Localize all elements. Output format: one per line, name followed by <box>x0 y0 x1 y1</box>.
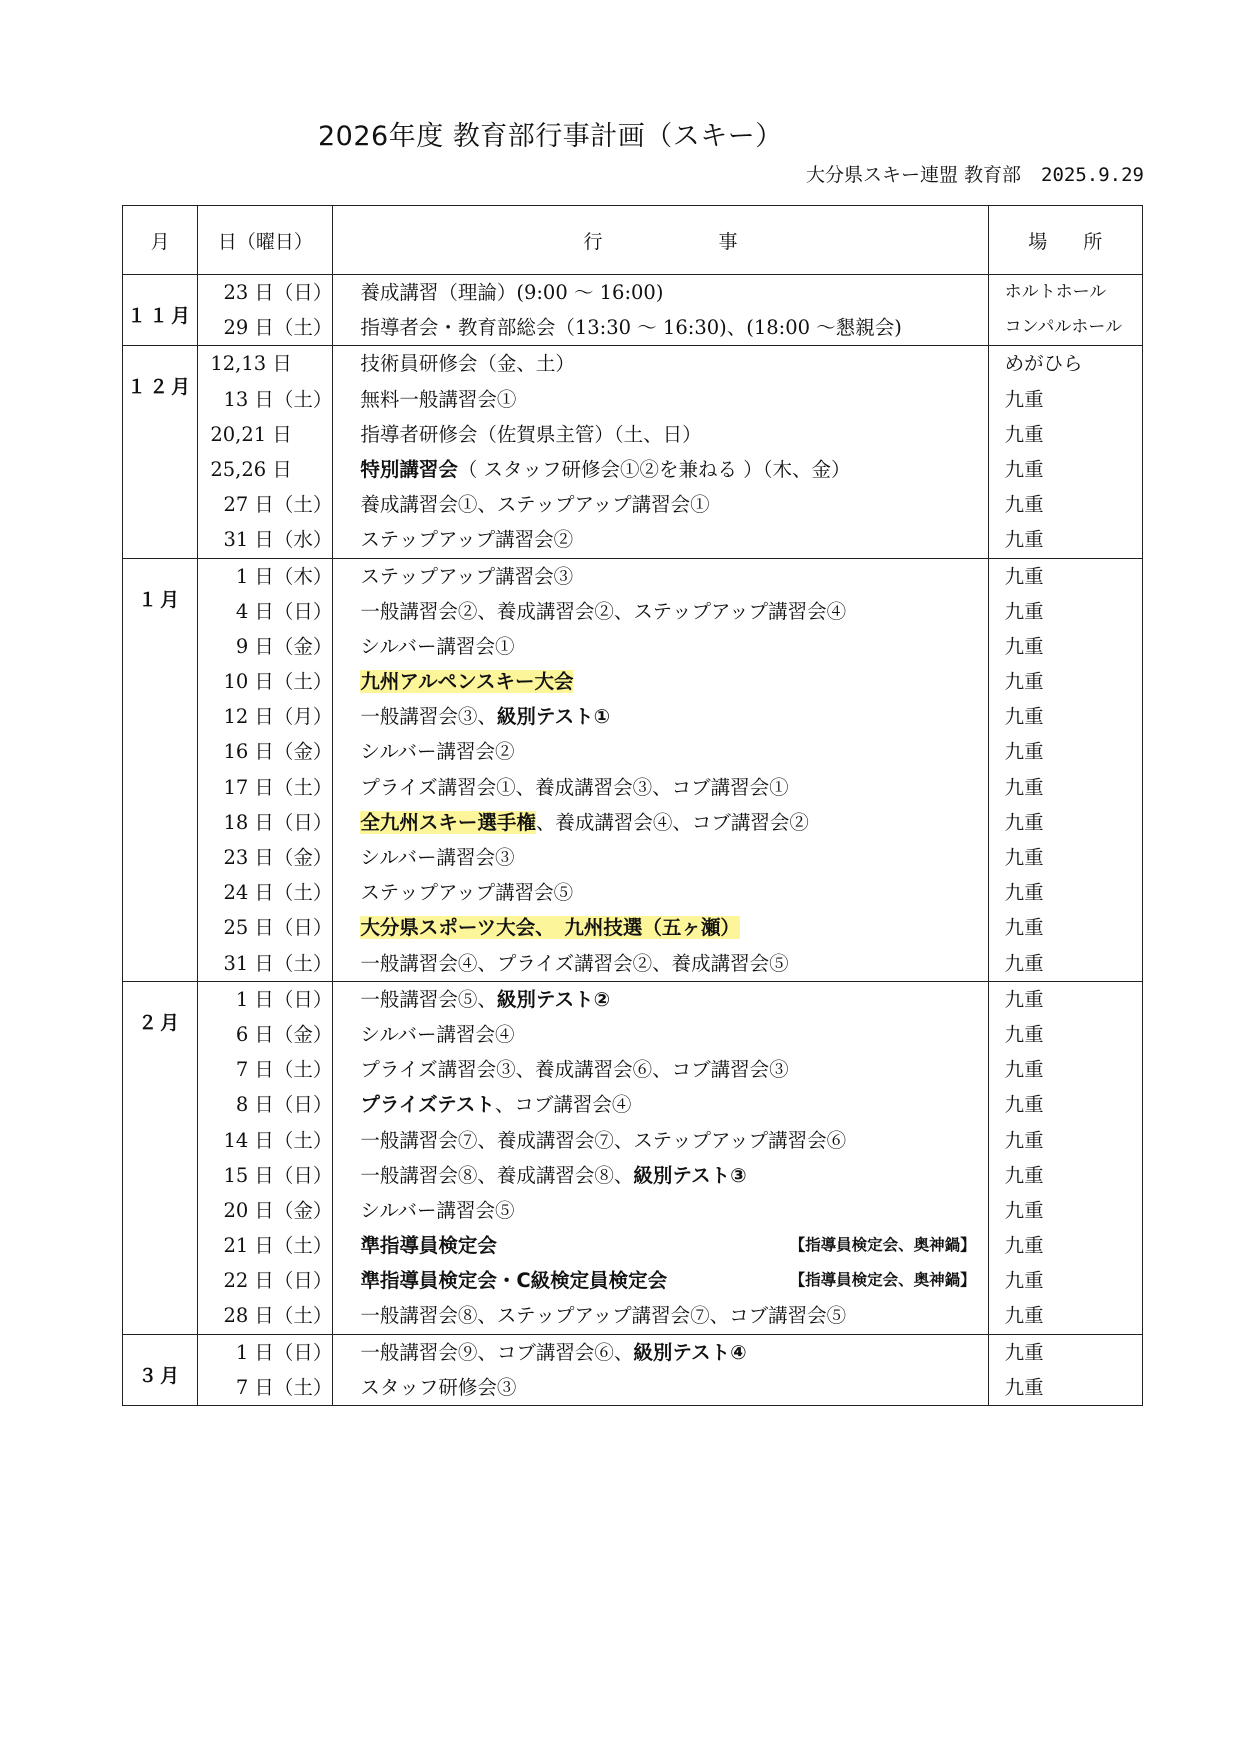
place-entry: 九重 <box>1004 1128 1044 1152</box>
day-of-week: 日（日） <box>254 281 333 304</box>
day-entry <box>198 452 332 487</box>
day-of-week: 日（金） <box>254 634 333 658</box>
day-of-week: 日（土） <box>254 1128 333 1152</box>
event-column <box>333 346 988 558</box>
org-line <box>806 160 1144 187</box>
day-of-week: 日（日） <box>254 599 333 623</box>
event-column <box>333 1334 988 1405</box>
day-entry <box>198 559 332 594</box>
day-number: 12,13 日 <box>210 352 292 376</box>
day-of-week: 日（水） <box>254 528 333 552</box>
event-entry <box>333 1335 987 1370</box>
day-number: 7 <box>235 1058 249 1082</box>
day-entry <box>198 805 332 840</box>
day-entry <box>198 1298 332 1333</box>
place-column <box>988 275 1142 346</box>
place-entry: 九重 <box>1004 528 1044 552</box>
place-entry: 九重 <box>1004 1093 1044 1117</box>
day-entry <box>198 382 332 417</box>
place-entry: 九重 <box>1004 810 1044 834</box>
event-text-bold: 準指導員検定会・C級検定員検定会 <box>360 1269 668 1293</box>
day-number: 8 <box>235 1093 249 1117</box>
day-entry <box>198 1123 332 1158</box>
day-number: 1 <box>235 564 249 588</box>
place-entry: 九重 <box>1004 951 1044 975</box>
day-of-week: 日（土） <box>254 1304 333 1328</box>
place-entry: 九重 <box>1004 705 1044 729</box>
event-text: 指導者研修会（佐賀県主管）（土、日） <box>360 422 702 446</box>
event-entry <box>333 417 987 452</box>
day-entry <box>198 982 332 1017</box>
day-entry <box>198 594 332 629</box>
event-text-highlighted: 九州アルペンスキー大会 <box>360 670 574 694</box>
event-entry <box>333 1228 987 1263</box>
event-entry <box>333 664 987 699</box>
event-text: シルバー講習会③ <box>360 846 515 869</box>
document-date: 2025.9.29 <box>1041 164 1144 186</box>
day-of-week: 日（金） <box>254 1022 333 1046</box>
day-of-week: 日（日） <box>254 1269 333 1293</box>
place-entry: 九重 <box>1004 987 1044 1011</box>
day-number: 9 <box>235 634 249 658</box>
event-entry <box>333 805 987 840</box>
event-entry <box>333 875 987 910</box>
day-entry <box>198 1052 332 1087</box>
event-entry <box>333 946 987 981</box>
event-text-bold: 級別テスト① <box>496 705 611 729</box>
place-entry: めがひら <box>1004 352 1083 376</box>
event-entry <box>333 346 987 381</box>
day-number: 31 <box>223 528 249 552</box>
place-entry: 九重 <box>1004 881 1044 905</box>
header-month: 月 <box>123 206 198 275</box>
event-text: プライズ講習会①、養成講習会③、コブ講習会① <box>360 775 789 799</box>
day-number: 1 <box>235 1340 249 1364</box>
event-entry <box>333 559 987 594</box>
event-text: 、コブ講習会④ <box>494 1093 632 1117</box>
header-event-a: 行 <box>583 230 603 253</box>
header-row <box>123 206 1143 275</box>
event-entry <box>333 1263 987 1298</box>
place-entry: 九重 <box>1004 1163 1044 1187</box>
day-column <box>198 1334 333 1405</box>
schedule-body <box>123 275 1143 1406</box>
day-number: 16 <box>223 740 249 764</box>
event-text-highlighted: 全九州スキー選手権 <box>360 810 536 834</box>
event-entry <box>333 452 987 487</box>
day-entry <box>198 1228 332 1263</box>
day-entry <box>198 1335 332 1370</box>
place-entry: 九重 <box>1004 846 1044 869</box>
place-column <box>988 346 1142 558</box>
event-text-bold: 級別テスト④ <box>633 1340 747 1364</box>
event-entry <box>333 1193 987 1228</box>
place-entry: 九重 <box>1004 1304 1044 1328</box>
event-entry <box>333 382 987 417</box>
day-entry <box>198 946 332 981</box>
day-entry <box>198 487 332 522</box>
header-place-b: 所 <box>1083 230 1103 253</box>
day-of-week: 日（金） <box>254 740 333 764</box>
place-entry: 九重 <box>1004 916 1044 940</box>
event-text: ステップアップ講習会③ <box>360 564 574 588</box>
day-number: 15 <box>223 1163 249 1187</box>
day-number: 6 <box>235 1022 249 1046</box>
month-group <box>123 1334 1143 1405</box>
day-of-week: 日（日） <box>254 1163 333 1187</box>
event-entry <box>333 770 987 805</box>
event-entry <box>333 629 987 664</box>
event-entry <box>333 1158 987 1193</box>
day-number: 27 <box>223 493 249 517</box>
day-entry <box>198 275 332 310</box>
day-entry <box>198 840 332 875</box>
place-entry: 九重 <box>1004 387 1044 411</box>
place-column <box>988 981 1142 1334</box>
day-number: 20 <box>223 1198 249 1222</box>
month-label: １１月 <box>123 275 198 346</box>
place-entry: 九重 <box>1004 1340 1044 1364</box>
day-of-week: 日（土） <box>254 1375 333 1399</box>
event-note: 【指導員検定会、奥神鍋】 <box>789 1271 976 1290</box>
day-entry <box>198 1017 332 1052</box>
place-entry: 九重 <box>1004 599 1044 623</box>
schedule-table <box>122 205 1143 1406</box>
day-number: 12 <box>223 705 249 729</box>
day-number: 4 <box>235 599 249 623</box>
day-of-week: 日（金） <box>254 846 333 869</box>
event-entry <box>333 487 987 522</box>
organization-name: 大分県スキー連盟 教育部 <box>806 164 1022 186</box>
day-entry <box>198 346 332 381</box>
event-text: シルバー講習会④ <box>360 1022 515 1046</box>
day-of-week: 日（土） <box>254 493 333 517</box>
day-of-week: 日（月） <box>254 705 333 729</box>
place-entry: 九重 <box>1004 1058 1044 1082</box>
day-column <box>198 275 333 346</box>
place-entry: 九重 <box>1004 1198 1044 1222</box>
event-entry <box>333 522 987 557</box>
day-entry <box>198 417 332 452</box>
event-entry <box>333 310 987 345</box>
event-entry <box>333 982 987 1017</box>
day-entry <box>198 699 332 734</box>
month-label: １月 <box>123 558 198 981</box>
event-entry <box>333 594 987 629</box>
month-group <box>123 346 1143 558</box>
day-number: 13 <box>223 387 249 411</box>
event-note: 【指導員検定会、奥神鍋】 <box>789 1236 976 1255</box>
event-entry <box>333 699 987 734</box>
event-entry <box>333 1123 987 1158</box>
day-entry <box>198 1193 332 1228</box>
day-entry <box>198 1087 332 1122</box>
day-entry <box>198 310 332 345</box>
event-text: 指導者会・教育部総会（13:30 〜 16:30)、(18:00 〜懇親会) <box>360 316 902 340</box>
month-label: １２月 <box>123 346 198 558</box>
day-number: 23 <box>223 846 249 869</box>
day-of-week: 日（土） <box>254 775 333 799</box>
day-of-week: 日（土） <box>254 1234 333 1258</box>
header-event-b: 事 <box>718 230 738 253</box>
event-text-bold: プライズテスト <box>360 1093 495 1117</box>
month-group <box>123 981 1143 1334</box>
place-entry: 九重 <box>1004 740 1044 764</box>
event-text: 一般講習会④、プライズ講習会②、養成講習会⑤ <box>360 951 789 975</box>
place-entry: 九重 <box>1004 670 1044 694</box>
day-entry <box>198 770 332 805</box>
event-text-highlighted: 大分県スポーツ大会、 九州技選（五ヶ瀬） <box>360 916 740 940</box>
header-day: 日（曜日） <box>198 206 333 275</box>
place-entry: コンパルホール <box>1004 317 1123 338</box>
day-entry <box>198 875 332 910</box>
event-text-bold: 級別テスト② <box>496 987 611 1011</box>
day-number: 20,21 日 <box>210 422 292 446</box>
day-of-week: 日（日） <box>254 916 333 940</box>
day-number: 18 <box>223 810 249 834</box>
day-number: 10 <box>223 670 249 694</box>
place-entry: 九重 <box>1004 1375 1044 1399</box>
header-place-a: 場 <box>1028 230 1048 253</box>
day-entry <box>198 734 332 769</box>
place-column <box>988 558 1142 981</box>
day-of-week: 日（土） <box>254 881 333 905</box>
event-entry <box>333 734 987 769</box>
day-of-week: 日（土） <box>254 951 333 975</box>
event-text: 一般講習会⑧、養成講習会⑧、 <box>360 1163 634 1187</box>
day-of-week: 日（土） <box>254 316 333 340</box>
day-of-week: 日（金） <box>254 1198 333 1222</box>
event-entry <box>333 910 987 945</box>
event-text: 、養成講習会④、コブ講習会② <box>535 810 809 834</box>
page-title: 2026年度 教育部行事計画（スキー） <box>318 121 783 152</box>
day-number: 28 <box>223 1304 249 1328</box>
day-entry <box>198 629 332 664</box>
place-entry: ホルトホール <box>1004 282 1107 302</box>
event-text: シルバー講習会② <box>360 740 515 764</box>
day-of-week: 日（土） <box>254 670 333 694</box>
header-event <box>333 206 988 275</box>
place-entry: 九重 <box>1004 1234 1044 1258</box>
event-text: 一般講習会⑦、養成講習会⑦、ステップアップ講習会⑥ <box>360 1128 847 1152</box>
event-text: 一般講習会③、 <box>360 705 497 729</box>
day-of-week: 日（木） <box>254 564 333 588</box>
event-column <box>333 275 988 346</box>
event-text-bold: 特別講習会 <box>360 457 458 481</box>
event-text-bold: 級別テスト③ <box>633 1163 747 1187</box>
day-number: 14 <box>223 1128 249 1152</box>
day-column <box>198 981 333 1334</box>
day-of-week: 日（日） <box>254 1093 333 1117</box>
event-column <box>333 558 988 981</box>
event-text-bold: 準指導員検定会 <box>360 1234 497 1258</box>
day-entry <box>198 1370 332 1405</box>
day-column <box>198 558 333 981</box>
day-number: 29 <box>223 316 249 340</box>
day-number: 1 <box>235 987 249 1011</box>
event-text: シルバー講習会① <box>360 634 515 658</box>
event-entry <box>333 1052 987 1087</box>
day-number: 21 <box>223 1234 249 1258</box>
event-text: 一般講習会⑧、ステップアップ講習会⑦、コブ講習会⑤ <box>360 1304 847 1328</box>
day-number: 24 <box>223 881 249 905</box>
place-entry: 九重 <box>1004 634 1044 658</box>
place-entry: 九重 <box>1004 422 1044 446</box>
event-entry <box>333 840 987 875</box>
header-place <box>988 206 1142 275</box>
place-entry: 九重 <box>1004 775 1044 799</box>
day-number: 25 <box>223 916 249 940</box>
event-entry <box>333 1370 987 1405</box>
day-of-week: 日（土） <box>254 1058 333 1082</box>
place-entry: 九重 <box>1004 1022 1044 1046</box>
event-text: （ スタッフ研修会①②を兼ねる ）（木、金） <box>457 457 851 481</box>
month-group <box>123 558 1143 981</box>
day-entry <box>198 522 332 557</box>
event-entry <box>333 1298 987 1333</box>
event-entry <box>333 1087 987 1122</box>
day-entry <box>198 664 332 699</box>
day-entry <box>198 910 332 945</box>
day-of-week: 日（日） <box>254 987 333 1011</box>
day-entry <box>198 1263 332 1298</box>
place-entry: 九重 <box>1004 564 1044 588</box>
month-label: ２月 <box>123 981 198 1334</box>
place-entry: 九重 <box>1004 493 1044 517</box>
month-group <box>123 275 1143 346</box>
event-entry <box>333 275 987 310</box>
event-text: 無料一般講習会① <box>360 387 517 411</box>
day-number: 7 <box>235 1375 249 1399</box>
day-entry <box>198 1158 332 1193</box>
event-text: ステップアップ講習会② <box>360 528 574 552</box>
day-number: 22 <box>223 1269 249 1293</box>
event-text: 養成講習（理論）(9:00 〜 16:00) <box>360 281 664 304</box>
event-text: スタッフ研修会③ <box>360 1375 517 1399</box>
event-text: 一般講習会⑨、コブ講習会⑥、 <box>360 1340 634 1364</box>
day-number: 23 <box>223 281 249 304</box>
day-number: 17 <box>223 775 249 799</box>
month-label: ３月 <box>123 1334 198 1405</box>
event-text: プライズ講習会③、養成講習会⑥、コブ講習会③ <box>360 1058 789 1082</box>
day-of-week: 日（日） <box>254 1340 333 1364</box>
event-text: シルバー講習会⑤ <box>360 1198 515 1222</box>
place-entry: 九重 <box>1004 457 1044 481</box>
event-text: 養成講習会①、ステップアップ講習会① <box>360 493 710 517</box>
day-of-week: 日（土） <box>254 387 333 411</box>
event-text: 一般講習会⑤、 <box>360 987 497 1011</box>
event-text: ステップアップ講習会⑤ <box>360 881 574 905</box>
event-entry <box>333 1017 987 1052</box>
day-column <box>198 346 333 558</box>
event-text: 技術員研修会（金、土） <box>360 352 575 376</box>
place-column <box>988 1334 1142 1405</box>
place-entry: 九重 <box>1004 1269 1044 1293</box>
day-of-week: 日（日） <box>254 810 333 834</box>
event-column <box>333 981 988 1334</box>
event-text: 一般講習会②、養成講習会②、ステップアップ講習会④ <box>360 599 847 623</box>
day-number: 31 <box>223 951 249 975</box>
day-number: 25,26 日 <box>210 457 292 481</box>
